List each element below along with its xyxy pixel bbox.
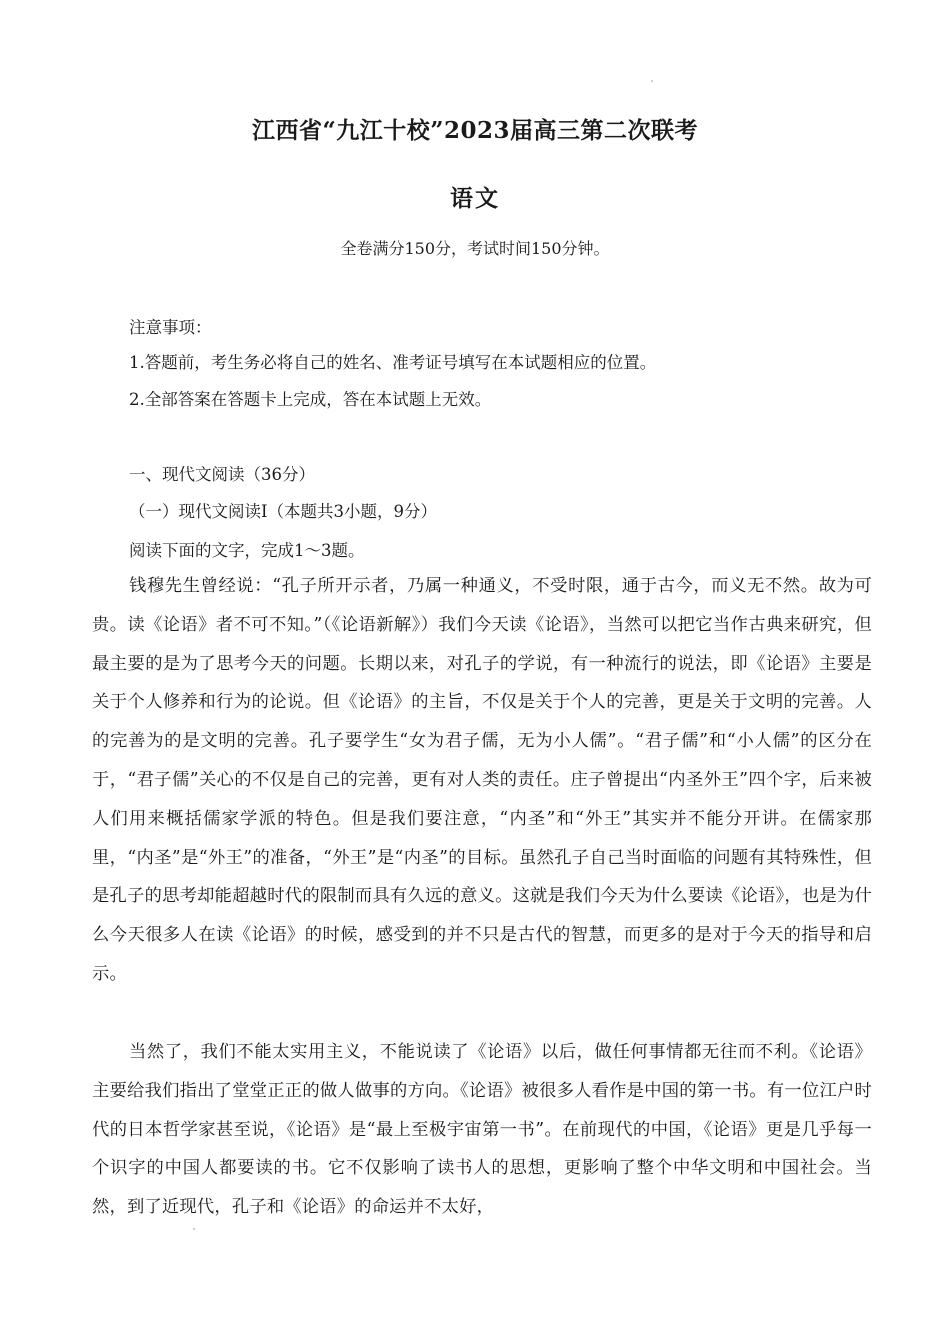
subject-title: 语文 bbox=[450, 185, 500, 212]
scan-speck bbox=[651, 80, 653, 82]
paragraph-text: 钱穆先生曾经说：“孔子所开示者，乃属一种通义，不受时限，通于古今，而义无不然。故为可贵。读《论语》者不可不知。”（《论语新解》）我们今天读《论语》，当然可以把它当作古典来研究，但最主要的是为了思考今天的问题。长期以来，对孔子的学说，有一种流行的说法，即《论语》主要是关于个人修养和行为的论说。但《论语》的主旨，不仅是关于个人的完善，更是关于文明的完善。人的完善为的是文明的完善。孔子要学生“女为君子儒，无为小人儒”。“君子儒”和“小人儒”的区分在于，“君子儒”关心的不仅是自己的完善，更有对人类的责任。庄子曾提出“内圣外王”四个字，后来被人们用来概括儒家学派的特色。但是我们要注意，“内圣”和“外王”其实并不能分开讲。在儒家那里，“内圣”是“外王”的准备，“外王”是“内圣”的目标。虽然孔子自己当时面临的问题有其特殊性，但是孔子的思考却能超越时代的限制而具有久远的意义。这就是我们今天为什么要读《论语》，也是为什么今天很多人在读《论语》的时候，感受到的并不只是古代的智慧，而更多的是对于今天的指导和启示。 bbox=[92, 576, 872, 984]
score-time-note: 全卷满分150分，考试时间150分钟。 bbox=[340, 239, 610, 258]
passage-paragraph-2 bbox=[92, 1033, 872, 1227]
notice-item-2: 2.全部答案在答题卡上完成，答在本试题上无效。 bbox=[129, 390, 492, 409]
exam-title: 江西省“九江十校”2023届高三第二次联考 bbox=[252, 117, 698, 144]
scan-speck bbox=[193, 1228, 195, 1230]
notice-item-1: 1.答题前，考生务必将自己的姓名、准考证号填写在本试题相应的位置。 bbox=[129, 353, 657, 372]
notice-heading: 注意事项： bbox=[129, 318, 212, 337]
passage-paragraph-1 bbox=[92, 567, 872, 994]
section-subtitle: （一）现代文阅读I（本题共3小题，9分） bbox=[129, 502, 438, 521]
reading-instruction: 阅读下面的文字，完成1～3题。 bbox=[129, 541, 365, 560]
paragraph-text: 当然了，我们不能太实用主义，不能说读了《论语》以后，做任何事情都无往而不利。《论语》主要给我们指出了堂堂正正的做人做事的方向。《论语》被很多人看作是中国的第一书。有一位江户时代的日本哲学家甚至说，《论语》是“最上至极宇宙第一书”。在前现代的中国，《论语》更是几乎每一个识字的中国人都要读的书。它不仅影响了读书人的思想，更影响了整个中华文明和中国社会。当然，到了近现代，孔子和《论语》的命运并不太好， bbox=[92, 1042, 872, 1218]
section-title: 一、现代文阅读（36分） bbox=[129, 465, 315, 484]
